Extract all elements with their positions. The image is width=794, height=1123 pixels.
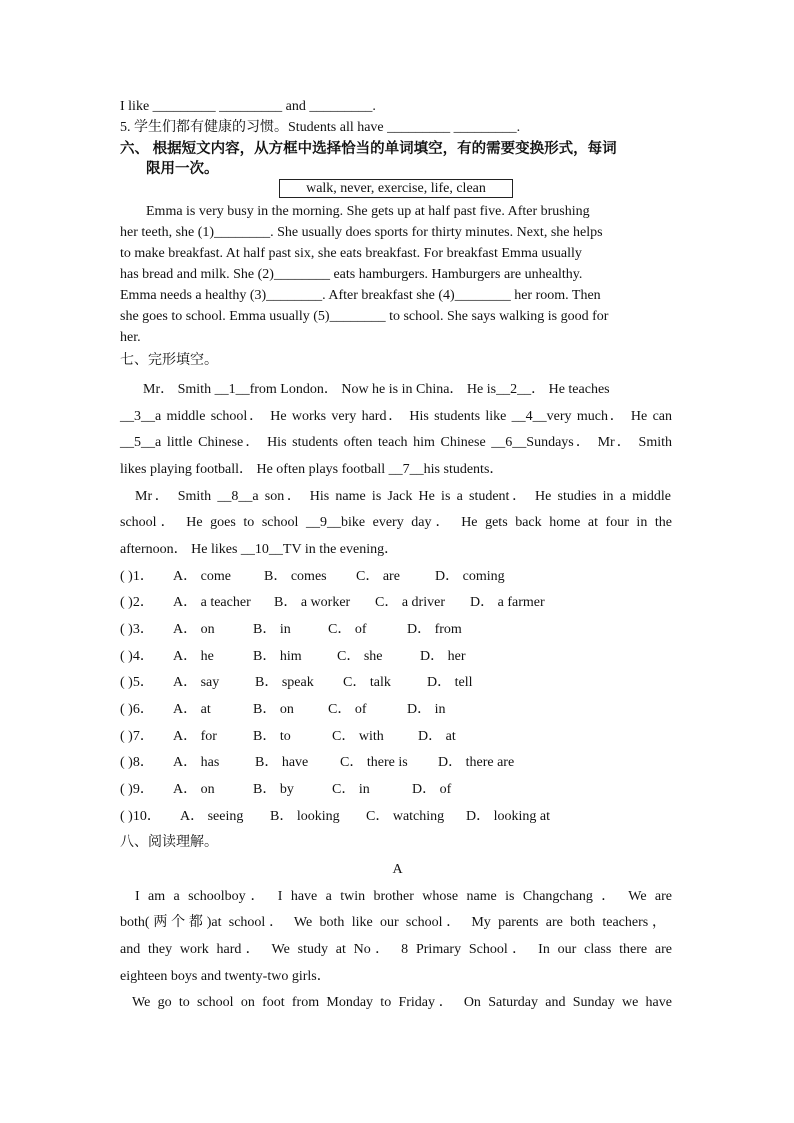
option-b: B． him [253, 649, 302, 664]
option-a: A． on [173, 622, 215, 637]
option-d: D． at [418, 729, 456, 744]
option-d: D． looking at [466, 809, 550, 824]
option-d: D． there are [438, 755, 515, 770]
option-c: C． she [337, 649, 383, 664]
option-c: C． with [332, 729, 384, 744]
fill-line-q5: 5. 学生们都有健康的习惯。Students all have _________ _________. [120, 120, 521, 135]
option-a: A． seeing [180, 809, 244, 824]
option-b: B． speak [255, 675, 314, 690]
option-d: D． her [420, 649, 466, 664]
option-c: C． watching [366, 809, 445, 824]
cloze-line: afternoon． He likes __10__TV in the evening． [120, 542, 399, 557]
option-a: A． a teacher [173, 595, 251, 610]
section6-heading: 六、 根据短文内容，从方框中选择恰当的单词填空，有的需要变换形式，每词 [120, 141, 617, 157]
option-b: B． looking [270, 809, 340, 824]
option-c: C． in [332, 782, 370, 797]
option-d: D． coming [435, 569, 505, 584]
answer-bracket[interactable]: ( )5． [120, 675, 154, 690]
cloze-line: Mr． Smith __8__a son． His name is Jack He is a student． He studies in a middle [135, 489, 671, 504]
answer-bracket[interactable]: ( )7． [120, 729, 154, 744]
passage6-line: Emma needs a healthy (3)________. After breakfast she (4)________ her room. Then [120, 288, 601, 303]
answer-bracket[interactable]: ( )2． [120, 595, 154, 610]
option-c: C． of [328, 622, 367, 637]
option-b: B． on [253, 702, 294, 717]
option-c: C． talk [343, 675, 391, 690]
passage6-line: her teeth, she (1)________. She usually does sports for thirty minutes. Next, she helps [120, 225, 603, 240]
option-a: A． for [173, 729, 217, 744]
option-c: C． a driver [375, 595, 445, 610]
cloze-line: likes playing football． He often plays football __7__his students． [120, 462, 504, 477]
option-c: C． there is [340, 755, 408, 770]
option-d: D． of [412, 782, 452, 797]
option-d: D． in [407, 702, 446, 717]
option-b: B． by [253, 782, 294, 797]
passage6-line: she goes to school. Emma usually (5)________ to school. She says walking is good for [120, 309, 609, 324]
answer-bracket[interactable]: ( )8． [120, 755, 154, 770]
fill-line-i-like: I like _________ _________ and _________. [120, 99, 376, 114]
option-d: D． from [407, 622, 462, 637]
option-d: D． tell [427, 675, 473, 690]
option-b: B． comes [264, 569, 327, 584]
answer-bracket[interactable]: ( )1． [120, 569, 154, 584]
word-box: walk, never, exercise, life, clean [279, 179, 513, 198]
section8-heading: 八、阅读理解。 [120, 835, 218, 850]
option-c: C． of [328, 702, 367, 717]
option-c: C． are [356, 569, 400, 584]
option-b: B． in [253, 622, 291, 637]
cloze-line: __3__a middle school． He works very hard． His students like __4__very much． He can [120, 409, 672, 424]
reading-line: I am a schoolboy． I have a twin brother whose name is Changchang ． We are [135, 889, 672, 904]
option-a: A． on [173, 782, 215, 797]
option-a: A． say [173, 675, 220, 690]
passage-title: A [392, 862, 403, 877]
option-a: A． at [173, 702, 211, 717]
option-b: B． have [255, 755, 309, 770]
option-a: A． come [173, 569, 231, 584]
passage6-line: to make breakfast. At half past six, she eats breakfast. For breakfast Emma usually [120, 246, 582, 261]
passage6-line: her. [120, 330, 141, 345]
cloze-line: Mr． Smith __1__from London． Now he is in China． He is__2__． He teaches [143, 382, 610, 397]
passage6-line: has bread and milk. She (2)________ eats hamburgers. Hamburgers are unhealthy. [120, 267, 583, 282]
option-a: A． he [173, 649, 214, 664]
reading-line: and they work hard． We study at No． 8 Primary School． In our class there are [120, 942, 672, 957]
passage6-line: Emma is very busy in the morning. She gets up at half past five. After brushing [146, 204, 590, 219]
answer-bracket[interactable]: ( )4． [120, 649, 154, 664]
answer-bracket[interactable]: ( )10． [120, 809, 161, 824]
reading-line: We go to school on foot from Monday to Friday． On Saturday and Sunday we have [132, 995, 672, 1010]
answer-bracket[interactable]: ( )6． [120, 702, 154, 717]
option-b: B． a worker [274, 595, 351, 610]
option-d: D． a farmer [470, 595, 545, 610]
section7-heading: 七、完形填空。 [120, 353, 218, 368]
option-b: B． to [253, 729, 291, 744]
cloze-line: __5__a little Chinese． His students often teach him Chinese __6__Sundays． Mr． Smith [120, 435, 672, 450]
option-a: A． has [173, 755, 220, 770]
answer-bracket[interactable]: ( )9． [120, 782, 154, 797]
reading-line: both(两个都)at school． We both like our school． My parents are both teachers， [120, 915, 666, 930]
section6-heading-cont: 限用一次。 [146, 161, 219, 177]
reading-line: eighteen boys and twenty-two girls． [120, 969, 331, 984]
answer-bracket[interactable]: ( )3． [120, 622, 154, 637]
cloze-line: school． He goes to school __9__bike every day． He gets back home at four in the [120, 515, 672, 530]
